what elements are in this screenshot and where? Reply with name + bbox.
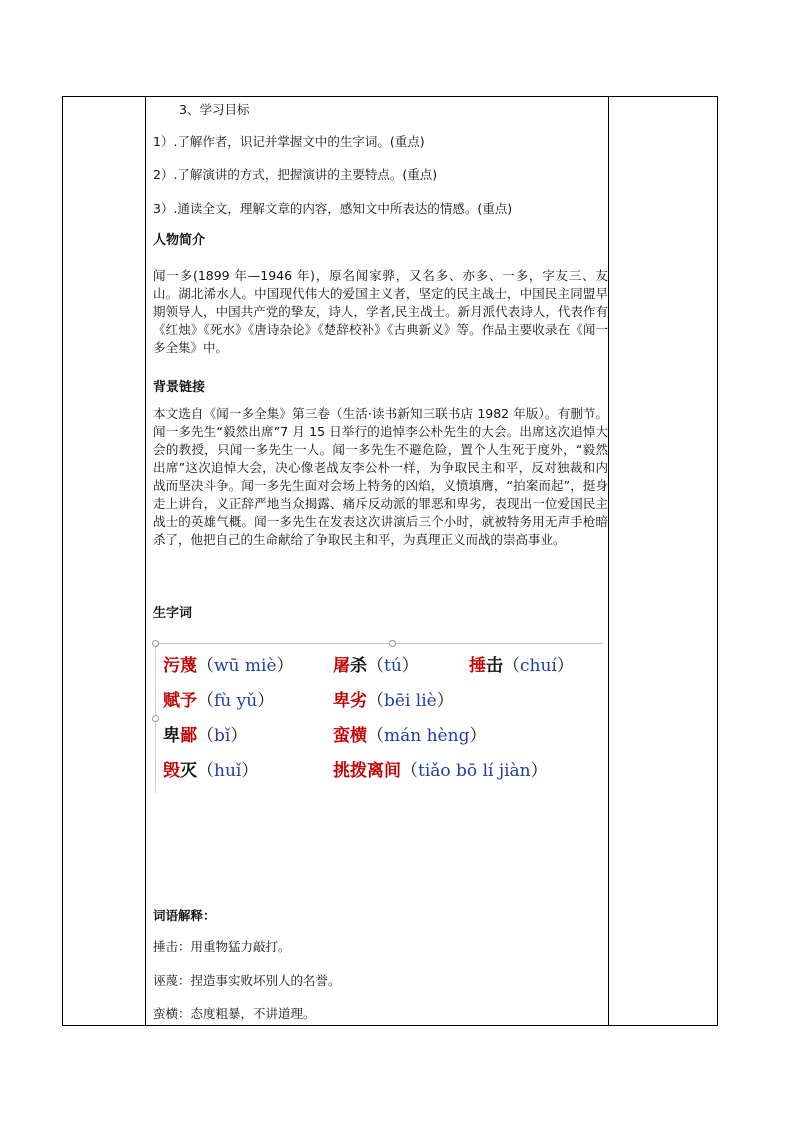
explain-item: 捶击：用重物猛力敲打。 [153,939,291,954]
goals-title: 3、学习目标 [179,102,250,117]
table-column-divider-2 [608,96,609,1026]
vocab-entry: 卑鄙（bǐ） [163,726,248,746]
vocab-image [155,643,603,793]
vocab-entry: 赋予（fù yǔ） [163,691,275,711]
vocab-entry: 捶击（chuí） [469,656,574,676]
explain-item: 诬蔑：捏造事实败坏别人的名誉。 [153,973,341,988]
goal-item: 1）.了解作者，识记并掌握文中的生字词。(重点) [153,134,425,149]
vocab-entry: 蛮横（mán hèng） [333,726,487,746]
vocab-entry: 卑劣（bēi liè） [333,691,454,711]
goal-item: 2）.了解演讲的方式，把握演讲的主要特点。(重点) [153,167,438,182]
resize-handle[interactable] [152,715,159,722]
explain-item: 蛮横：态度粗暴，不讲道理。 [153,1006,316,1021]
background-paragraph: 本文选自《闻一多全集》第三卷（生活·读书新知三联书店 1982 年版）。有删节。闻一多先生“毅然出席”7 月 15 日举行的追悼李公朴先生的大会。出席这次追悼大会的教授，只闻一多先生一人。闻一多先生不避危险，置个人生死于度外，“毅然出席”这次追悼大会，决心像老战友李公朴一样，为争取民主和平，反对独裁和内战而坚决斗争。闻一多先生面对会场上特务的凶焰，义愤填膺，“拍案而起”，挺身走上讲台，义正辞严地当众揭露、痛斥反动派的罪恶和卑劣，表现出一位爱国民主战士的英雄气概。闻一多先生在发表这次讲演后三个小时，就被特务用无声手枪暗杀了，他把自己的生命献给了争取民主和平，为真理正义而战的崇高事业。 [153,406,608,547]
bio-paragraph: 闻一多(1899 年—1946 年)，原名闻家骅，又名多、亦多、一多，字友三、友山。湖北浠水人。中国现代伟大的爱国主义者，坚定的民主战士，中国民主同盟早期领导人，中国共产党的挚友，诗人，学者,民主战士。新月派代表诗人，代表作有《红烛》《死水》《唐诗杂论》《楚辞校补》《古典新义》等。作品主要收录在《闻一多全集》中。 [153,268,608,355]
vocab-entry: 毁灭（huǐ） [163,761,259,781]
vocab-entry: 屠杀（tú） [333,656,419,676]
resize-handle[interactable] [152,640,159,647]
table-column-divider-1 [145,96,146,1026]
bio-heading: 人物简介 [153,233,206,248]
resize-handle[interactable] [389,640,396,647]
vocab-entry: 挑拨离间（tiǎo bō lí jiàn） [333,761,548,781]
background-heading: 背景链接 [153,380,206,395]
goal-item: 3）.通读全文，理解文章的内容，感知文中所表达的情感。(重点) [153,201,513,216]
explain-heading: 词语解释： [153,908,216,923]
vocab-heading: 生字词 [153,606,193,621]
vocab-entry: 污蔑（wū miè） [163,656,294,676]
